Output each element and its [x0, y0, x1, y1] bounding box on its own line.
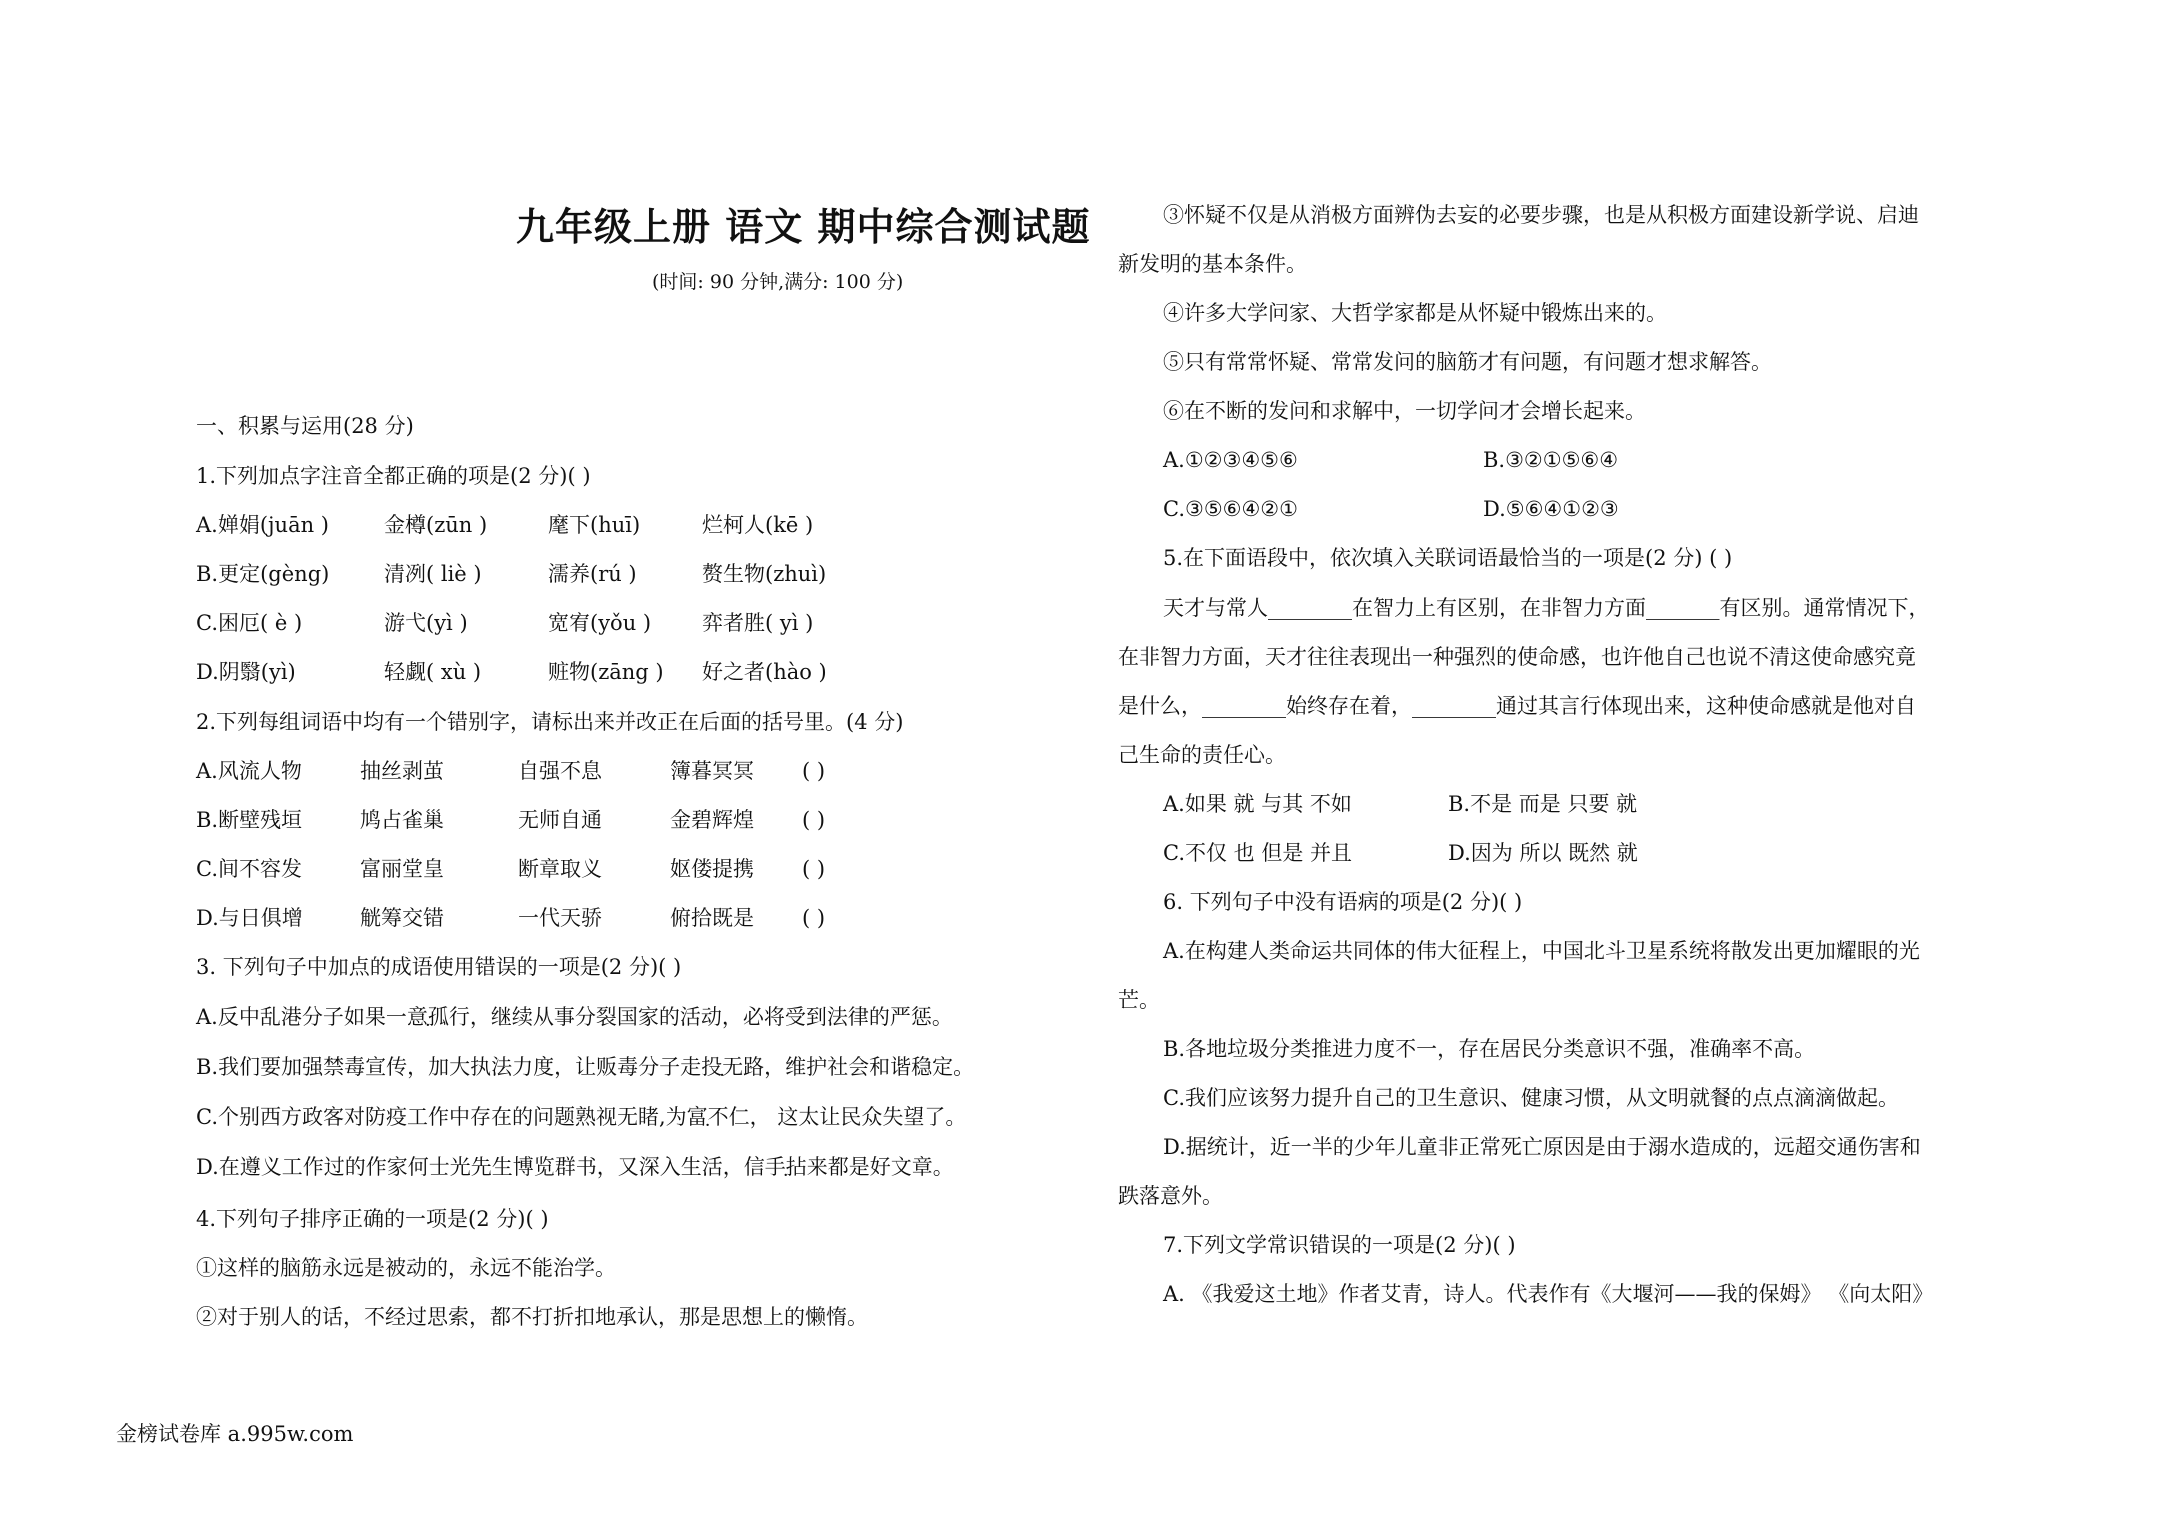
question-2-stem: 2.下列每组词语中均有一个错别字，请标出来并改正在后面的括号里。(4 分)	[196, 710, 904, 734]
question-1-option-d	[196, 658, 827, 686]
option-item: 麾下(huī)	[548, 513, 641, 537]
page-title: 九年级上册 语文 期中综合测试题	[516, 205, 1091, 249]
option-item: 弈者胜( yì )	[702, 611, 814, 635]
option-item: 富丽堂皇	[360, 857, 444, 881]
question-5-passage-line: 天才与常人________在智力上有区别，在非智力方面_______有区别。通常情况下，	[1163, 596, 1930, 620]
dotted-idiom: 走投无路	[680, 1055, 765, 1079]
question-6-stem: 6. 下列句子中没有语病的项是(2 分)( )	[1163, 890, 1523, 914]
question-2-option-d	[196, 904, 825, 932]
question-4-options-row-1	[1163, 446, 1618, 474]
question-7-stem: 7.下列文学常识错误的一项是(2 分)( )	[1163, 1233, 1516, 1257]
question-2-option-c	[196, 855, 825, 883]
question-6-option-b: B.各地垃圾分类推进力度不一，存在居民分类意识不强，准确率不高。	[1163, 1037, 1816, 1061]
option-item: 好之者(hào )	[702, 660, 827, 684]
option-item: 妪偻提携	[670, 857, 754, 881]
answer-bracket: ( )	[802, 759, 826, 783]
question-5-options-row-1	[1163, 790, 1637, 818]
question-4-stem: 4.下列句子排序正确的一项是(2 分)( )	[196, 1207, 549, 1231]
section-heading: 一、积累与运用(28 分)	[196, 414, 414, 438]
sentence-text: ， 这太让民众失望了。	[749, 1105, 967, 1129]
option-item: 游弋(yì )	[384, 611, 468, 635]
sentence-text: ，维护社会和谐稳定。	[764, 1055, 975, 1079]
question-1-stem: 1.下列加点字注音全都正确的项是(2 分)( )	[196, 464, 591, 488]
option-item: 赃物(zāng )	[548, 660, 664, 684]
sentence-text: A.反中乱港分子如果	[196, 1005, 386, 1029]
question-3-option-c	[196, 1103, 966, 1131]
question-6-option-d: D.据统计，近一半的少年儿童非正常死亡原因是由于溺水造成的，远超交通伤害和	[1163, 1135, 1921, 1159]
option-item: C.困厄( è )	[196, 611, 303, 635]
option-item: C.间不容发	[196, 857, 302, 881]
option-item: D.阴翳(yì)	[196, 660, 296, 684]
question-4-sentence-5: ⑤只有常常怀疑、常常发问的脑筋才有问题，有问题才想求解答。	[1163, 350, 1772, 374]
question-5-passage-line: 是什么，________始终存在着，________通过其言行体现出来，这种使命感就是他对自	[1118, 694, 1916, 718]
dotted-idiom: 为富不仁	[665, 1105, 750, 1129]
question-1-option-b	[196, 560, 826, 588]
option-item: B.断壁残垣	[196, 808, 303, 832]
dotted-idiom: 信手拈来	[743, 1155, 828, 1179]
question-1-option-a	[196, 511, 813, 539]
option-item: B.不是 而是 只要 就	[1448, 792, 1638, 816]
sentence-text: B.我们要加强禁毒宣传，加大执法力度，让贩毒分子	[196, 1055, 681, 1079]
option-item: 金碧辉煌	[670, 808, 754, 832]
sentence-text: 都是好文章。	[827, 1155, 954, 1179]
option-item: C.不仅 也 但是 并且	[1163, 841, 1353, 865]
option-item: A.如果 就 与其 不如	[1163, 792, 1352, 816]
option-item: A.婵娟(juān )	[196, 513, 329, 537]
question-4-sentence-2: ②对于别人的话，不经过思索，都不打折扣地承认，那是思想上的懒惰。	[196, 1305, 868, 1329]
exam-time-score: (时间: 90 分钟,满分: 100 分)	[652, 271, 904, 293]
option-item: A.①②③④⑤⑥	[1163, 448, 1298, 472]
option-item: 簿暮冥冥	[670, 759, 754, 783]
footer-source: 金榜试卷库 a.995w.com	[116, 1422, 354, 1446]
option-item: 金樽(zūn )	[384, 513, 488, 537]
option-item: 赘生物(zhuì)	[702, 562, 827, 586]
question-6-option-c: C.我们应该努力提升自己的卫生意识、健康习惯，从文明就餐的点点滴滴做起。	[1163, 1086, 1899, 1110]
question-5-options-row-2	[1163, 839, 1638, 867]
question-4-sentence-1: ①这样的脑筋永远是被动的，永远不能治学。	[196, 1256, 616, 1280]
option-item: 俯拾既是	[670, 906, 754, 930]
option-item: 清冽( liè )	[384, 562, 482, 586]
sentence-text: ，继续从事分裂国家的活动，必将受到法律的严惩。	[469, 1005, 953, 1029]
option-item: D.与日俱增	[196, 906, 303, 930]
question-5-passage-line: 己生命的责任心。	[1118, 743, 1286, 767]
option-item: C.③⑤⑥④②①	[1163, 497, 1298, 521]
question-4-sentence-6: ⑥在不断的发问和求解中，一切学问才会增长起来。	[1163, 399, 1646, 423]
option-item: 濡养(rú )	[548, 562, 637, 586]
option-item: 宽宥(yǒu )	[548, 611, 652, 635]
question-1-option-c	[196, 609, 813, 637]
question-4-sentence-3-cont: 新发明的基本条件。	[1118, 252, 1307, 276]
option-item: 鸠占雀巢	[360, 808, 444, 832]
question-4-options-row-2	[1163, 495, 1619, 523]
option-item: 无师自通	[518, 808, 602, 832]
answer-bracket: ( )	[802, 808, 826, 832]
option-item: B.更定(gèng)	[196, 562, 330, 586]
question-3-option-b	[196, 1053, 974, 1081]
question-4-sentence-3: ③怀疑不仅是从消极方面辨伪去妄的必要步骤，也是从积极方面建设新学说、启迪	[1163, 203, 1919, 227]
question-6-option-d-cont: 跌落意外。	[1118, 1184, 1223, 1208]
option-item: 抽丝剥茧	[360, 759, 444, 783]
question-3-option-a	[196, 1003, 953, 1031]
question-3-stem: 3. 下列句子中加点的成语使用错误的一项是(2 分)( )	[196, 955, 682, 979]
option-item: 自强不息	[518, 759, 602, 783]
option-item: A.风流人物	[196, 759, 302, 783]
question-3-option-d	[196, 1153, 954, 1181]
option-item: D.因为 所以 既然 就	[1448, 841, 1638, 865]
question-5-stem: 5.在下面语段中，依次填入关联词语最恰当的一项是(2 分) ( )	[1163, 546, 1733, 570]
option-item: 烂柯人(kē )	[702, 513, 814, 537]
question-4-sentence-4: ④许多大学问家、大哲学家都是从怀疑中锻炼出来的。	[1163, 301, 1667, 325]
option-item: 觥筹交错	[360, 906, 444, 930]
question-6-option-a-cont: 芒。	[1118, 988, 1160, 1012]
option-item: 断章取义	[518, 857, 602, 881]
question-2-option-a	[196, 757, 825, 785]
answer-bracket: ( )	[802, 906, 826, 930]
sentence-text: C.个别西方政客对防疫工作中存在的问题熟视无睹,	[196, 1105, 666, 1129]
question-2-option-b	[196, 806, 825, 834]
option-item: 一代天骄	[518, 906, 602, 930]
dotted-idiom: 一意孤行	[385, 1005, 470, 1029]
question-5-passage-line: 在非智力方面，天才往往表现出一种强烈的使命感，也许他自己也说不清这使命感究竟	[1118, 645, 1916, 669]
option-item: B.③②①⑤⑥④	[1483, 448, 1619, 472]
question-7-option-a: A. 《我爱这土地》作者艾青，诗人。代表作有《大堰河——我的保姆》 《向太阳》	[1163, 1282, 1934, 1306]
sentence-text: D.在遵义工作过的作家何士光先生博览群书，又深入生活，	[196, 1155, 744, 1179]
option-item: D.⑤⑥④①②③	[1483, 497, 1619, 521]
answer-bracket: ( )	[802, 857, 826, 881]
question-6-option-a: A.在构建人类命运共同体的伟大征程上，中国北斗卫星系统将散发出更加耀眼的光	[1163, 939, 1920, 963]
option-item: 轻觑( xù )	[384, 660, 482, 684]
